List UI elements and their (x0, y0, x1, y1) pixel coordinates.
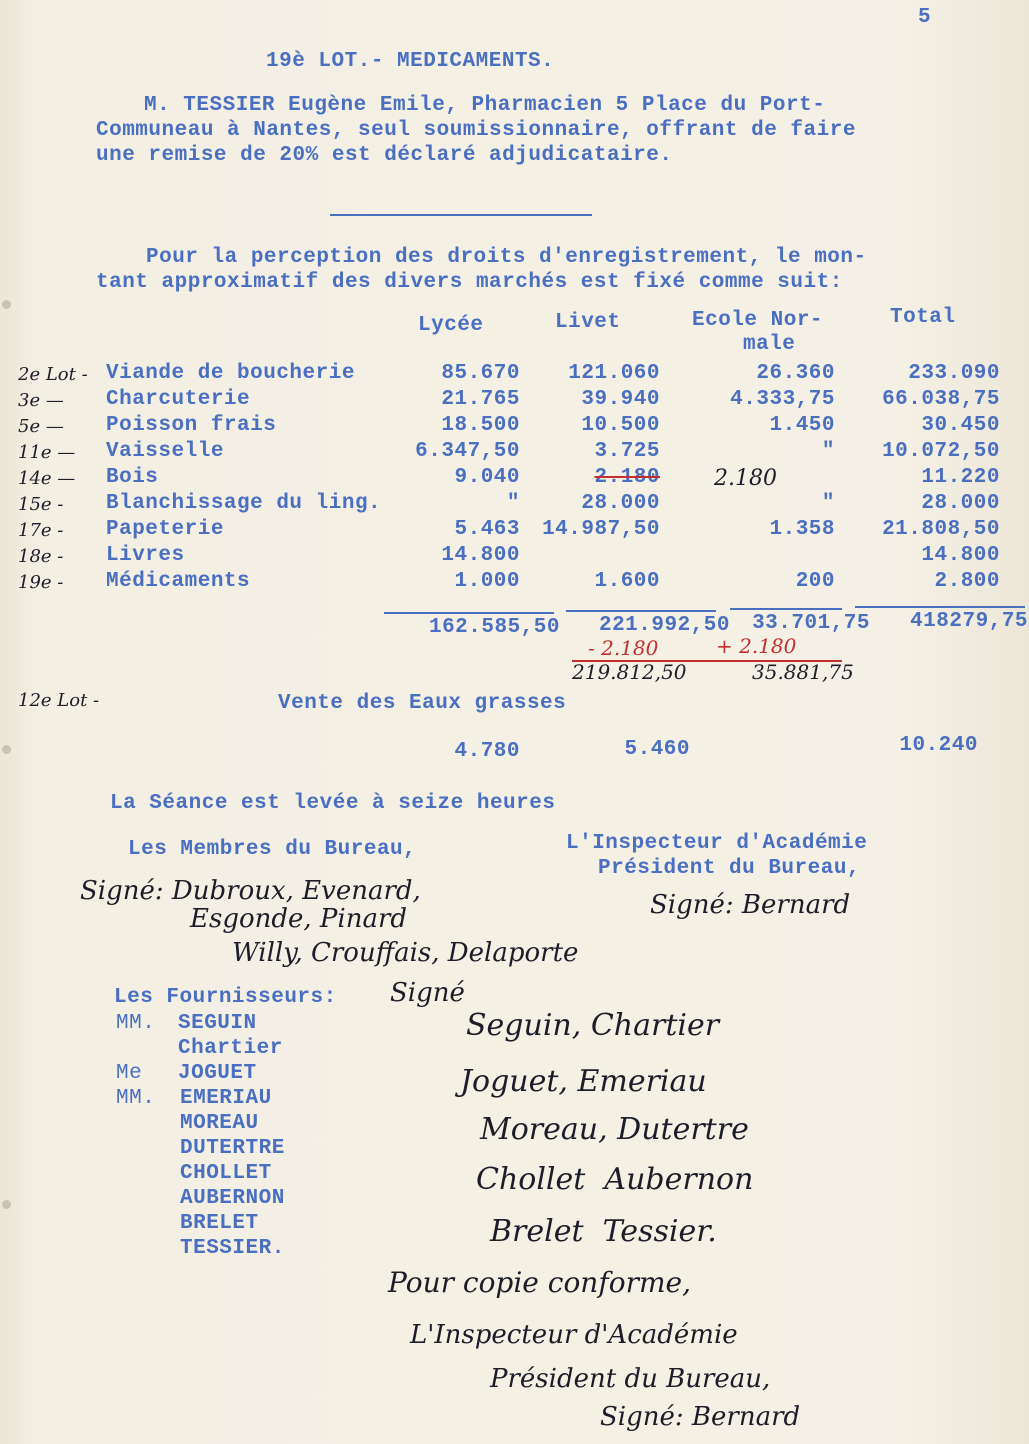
total-all: 418279,75 (910, 610, 1028, 633)
intro-line: une remise de 20% est déclaré adjudicataire. (96, 144, 673, 167)
fournisseur-prefix: Me (116, 1062, 143, 1085)
cell-ecole: 1.450 (769, 414, 835, 437)
cell-ecole: 2.180 (714, 466, 777, 491)
lot-number: 17e - (18, 520, 64, 541)
certification-line: Pour copie conforme, (388, 1266, 691, 1299)
punch-hole (2, 1200, 11, 1209)
membres-signature: Esgonde, Pinard (190, 904, 408, 934)
fournisseur-prefix: MM. (116, 1087, 156, 1110)
header-ecole: Ecole Nor- (692, 309, 824, 332)
paragraph-line: Pour la perception des droits d'enregistrement, le mon- (146, 246, 867, 269)
cell-ecole: 200 (795, 570, 835, 593)
paragraph-line: tant approximatif des divers marchés est fixé comme suit: (96, 271, 843, 294)
cell-lycee: 14.800 (441, 544, 520, 567)
fournisseur-name: EMERIAU (180, 1087, 272, 1110)
cell-total: 10.072,50 (882, 440, 1000, 463)
intro-line: Communeau à Nantes, seul soumissionnaire, offrant de faire (96, 119, 856, 142)
membres-heading: Les Membres du Bureau, (128, 838, 417, 861)
eaux-label: Vente des Eaux grasses (278, 692, 567, 715)
row-label: Papeterie (106, 518, 224, 541)
total-rule (384, 612, 554, 614)
lot-number: 3e — (18, 390, 64, 411)
eaux-lycee: 4.780 (454, 740, 520, 763)
row-label: Poisson frais (106, 414, 277, 437)
president-line: L'Inspecteur d'Académie (566, 832, 868, 855)
fournisseur-name: Chartier (178, 1037, 283, 1060)
president-signature: Signé: Bernard (650, 890, 851, 920)
fournisseur-name: CHOLLET (180, 1162, 272, 1185)
fournisseur-signature: Joguet, Emeriau (460, 1064, 707, 1099)
closing-line: La Séance est levée à seize heures (110, 792, 556, 815)
cell-total: 233.090 (908, 362, 1000, 385)
correction-ecole-new: 35.881,75 (752, 660, 854, 684)
intro-line: M. TESSIER Eugène Emile, Pharmacien 5 Place du Port- (144, 94, 826, 117)
lot-number: 11e — (18, 442, 76, 463)
fournisseur-prefix: MM. (116, 1012, 156, 1035)
correction-livet-new: 219.812,50 (572, 660, 687, 684)
fournisseur-name: AUBERNON (180, 1187, 285, 1210)
eaux-livet: 5.460 (624, 738, 690, 761)
row-label: Vaisselle (106, 440, 224, 463)
cell-ecole: 26.360 (756, 362, 835, 385)
fournisseur-name: TESSIER. (180, 1237, 285, 1260)
fournisseur-name: SEGUIN (178, 1012, 257, 1035)
cell-total: 2.800 (934, 570, 1000, 593)
punch-hole (2, 300, 11, 309)
lot-number: 14e — (18, 468, 76, 489)
row-label: Charcuterie (106, 388, 251, 411)
separator-rule (330, 214, 592, 216)
fournisseur-signature: Seguin, Chartier (466, 1008, 720, 1043)
cell-total: 30.450 (921, 414, 1000, 437)
cell-livet: 10.500 (581, 414, 660, 437)
correction-ecole-adj: + 2.180 (716, 634, 797, 658)
fournisseurs-signe: Signé (390, 978, 465, 1008)
eaux-total: 10.240 (899, 734, 978, 757)
fournisseur-signature: Moreau, Dutertre (480, 1112, 749, 1147)
cell-livet: 3.725 (594, 440, 660, 463)
total-ecole: 33.701,75 (752, 612, 870, 635)
lot-number: 18e - (18, 546, 64, 567)
cell-total: 21.808,50 (882, 518, 1000, 541)
page-number: 5 (918, 6, 932, 29)
lot-number: 2e Lot - (18, 364, 88, 385)
row-label: Bois (106, 466, 159, 489)
header-lycee: Lycée (418, 314, 484, 337)
cell-lycee: 6.347,50 (415, 440, 520, 463)
header-total: Total (890, 306, 956, 329)
cell-ecole: " (821, 440, 835, 463)
cell-livet: 28.000 (581, 492, 660, 515)
lot-number: 12e Lot - (18, 690, 100, 711)
fournisseur-name: DUTERTRE (180, 1137, 285, 1160)
fournisseur-name: MOREAU (180, 1112, 259, 1135)
cell-livet: 2.180 (594, 466, 660, 489)
cell-lycee: 1.000 (454, 570, 520, 593)
total-rule (566, 610, 716, 612)
cell-ecole: " (821, 492, 835, 515)
row-label: Médicaments (106, 570, 251, 593)
membres-signature: Willy, Crouffais, Delaporte (232, 938, 579, 968)
lot-number: 5e — (18, 416, 64, 437)
cell-livet: 1.600 (594, 570, 660, 593)
lot-number: 15e - (18, 494, 64, 515)
total-rule (730, 608, 842, 610)
row-label: Viande de boucherie (106, 362, 355, 385)
row-label: Blanchissage du ling. (106, 492, 382, 515)
fournisseurs-heading: Les Fournisseurs: (114, 986, 337, 1009)
certification-line: L'Inspecteur d'Académie (410, 1320, 738, 1350)
cell-total: 14.800 (921, 544, 1000, 567)
fournisseur-signature: Chollet Aubernon (476, 1162, 754, 1197)
cell-total: 66.038,75 (882, 388, 1000, 411)
cell-lycee: " (506, 492, 520, 515)
cell-livet: 39.940 (581, 388, 660, 411)
cell-lycee: 5.463 (454, 518, 520, 541)
cell-total: 11.220 (921, 466, 1000, 489)
lot-number: 19e - (18, 572, 64, 593)
row-label: Livres (106, 544, 185, 567)
header-ecole-cont: male (743, 333, 796, 356)
total-lycee: 162.585,50 (428, 616, 560, 639)
header-livet: Livet (555, 311, 621, 334)
total-rule (855, 606, 1025, 608)
cell-ecole: 4.333,75 (730, 388, 835, 411)
cell-lycee: 9.040 (454, 466, 520, 489)
membres-signature: Signé: Dubroux, Evenard, (80, 876, 421, 906)
cell-lycee: 85.670 (441, 362, 520, 385)
president-line: Président du Bureau, (598, 857, 861, 880)
certification-line: Président du Bureau, (490, 1364, 771, 1394)
total-livet: 221.992,50 (598, 614, 730, 637)
lot-title: 19è LOT.- MEDICAMENTS. (266, 50, 555, 73)
certification-signature: Signé: Bernard (600, 1402, 801, 1432)
correction-livet-adj: - 2.180 (588, 636, 659, 660)
cell-livet: 14.987,50 (542, 518, 660, 541)
cell-ecole: 1.358 (769, 518, 835, 541)
cell-livet: 121.060 (568, 362, 660, 385)
fournisseur-name: BRELET (180, 1212, 259, 1235)
fournisseur-name: JOGUET (178, 1062, 257, 1085)
cell-lycee: 18.500 (441, 414, 520, 437)
cell-lycee: 21.765 (441, 388, 520, 411)
cell-total: 28.000 (921, 492, 1000, 515)
fournisseur-signature: Brelet Tessier. (490, 1214, 717, 1249)
punch-hole (2, 745, 11, 754)
